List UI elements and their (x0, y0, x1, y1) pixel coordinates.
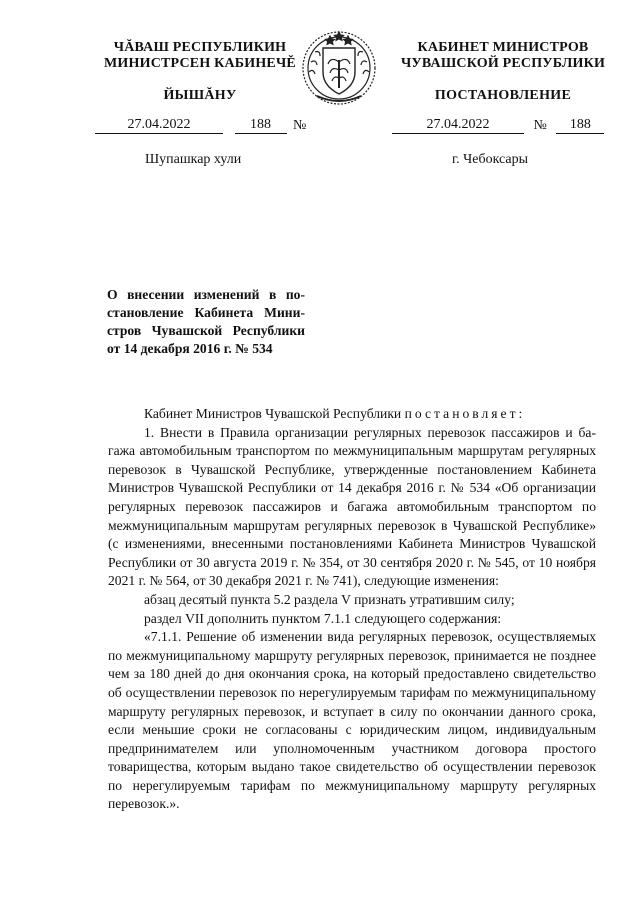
body-paragraph-2: абзац десятый пункта 5.2 раздела V признать утратившим силу; (144, 591, 515, 607)
place-russian: г. Чебоксары (452, 152, 529, 167)
document-title: О внесении изменений в постановление Кабинета Министров Чувашской Республики от 14 декабря 2016 г. № 534 (107, 287, 305, 356)
doc-kind-chuvash: ЙЫШĂНУ (163, 88, 237, 103)
header-russian-line-1: КАБИНЕТ МИНИСТРОВ (417, 40, 589, 55)
intro-resolves: постановляет: (404, 406, 526, 421)
header-russian-line-2: ЧУВАШСКОЙ РЕСПУБЛИКИ (400, 56, 606, 71)
number-field: 188 (556, 117, 604, 134)
number-sign: № (293, 118, 307, 133)
body-paragraph-1: 1. Внести в Правила организации регулярных перевозок пассажиров и багажа автомобильным транспортом по межмуниципальным маршрутам регулярных перевозок в Чувашской Республике, утвержденные постановлением Кабинета Министров Чувашской Республики от 14 декабря 2016 г. № 534 «Об организации регулярных перевозок пассажиров и багажа автомобильным транспортом по межмуниципальным маршрутам регулярных перевозок в Чувашской Республике» (с изменениями, внесенными постановлениями Кабинета Министров Чувашской Республики от 30 августа 2019 г. № 354, от 30 сентября 2020 г. № 545, от 10 ноября 2021 г. № 564, от 30 декабря 2021 г. № 741), следующие изменения: (108, 424, 596, 589)
chuvash-coat-of-arms-icon (295, 22, 383, 110)
body-paragraph-4: «7.1.1. Решение об изменении вида регулярных перевозок, осуществляемых по межмуниципальному маршруту регулярных перевозок, принимается не позднее чем за 180 дней до дня окончания срока, на который предоставлено свидетельство об осуществлении перевозок по нерегулируемым тарифам по межмуниципальному маршруту регулярных перевозок, и вступает в силу по окончании данного срока, если меньшие сроки не согласованы с юридическим лицом, индивидуальным предпринимателем или уполномоченным участником договора простого товарищества, которым выдано такое свидетельство об осуществлении перевозок по нерегулируемым тарифам по межмуниципальному маршруту регулярных перевозок.». (108, 629, 596, 812)
date-field: 27.04.2022 (95, 117, 223, 134)
header-chuvash-line-2: МИНИСТРСЕН КАБИНЕЧĚ (104, 56, 296, 71)
registration-russian (392, 117, 604, 135)
intro-prefix: Кабинет Министров Чувашской Республики (144, 406, 405, 421)
place-chuvash: Шупашкар хули (145, 152, 242, 167)
doc-kind-russian: ПОСТАНОВЛЕНИЕ (434, 88, 572, 103)
body-intro (108, 405, 596, 424)
header-russian (378, 40, 628, 72)
header-chuvash (75, 40, 325, 72)
date-field: 27.04.2022 (392, 117, 524, 134)
body-paragraph-3: раздел VII дополнить пунктом 7.1.1 следующего содержания: (144, 610, 502, 626)
registration-chuvash (95, 117, 309, 135)
number-sign: № (533, 118, 547, 133)
number-field: 188 (235, 117, 287, 134)
header-chuvash-line-1: ЧĂВАШ РЕСПУБЛИКИН (113, 40, 287, 55)
document-body (108, 405, 596, 814)
